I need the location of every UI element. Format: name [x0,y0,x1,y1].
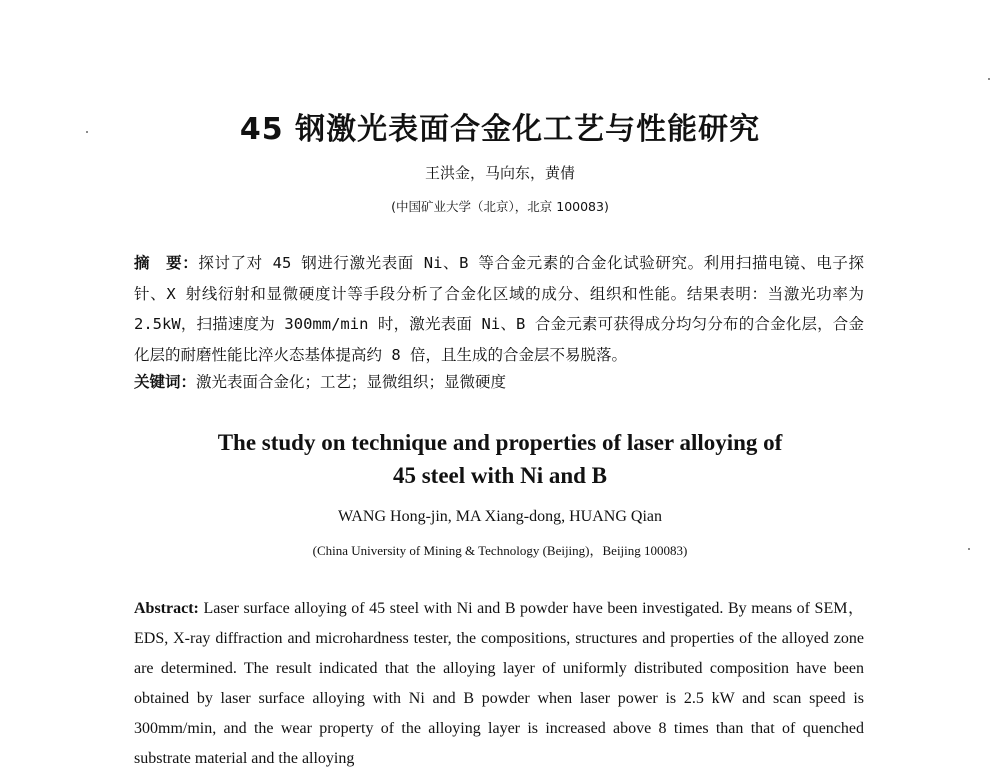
scan-speck [968,548,970,550]
abstract-cn [134,248,864,370]
keywords-label-cn: 关键词： [134,373,197,391]
abstract-en [134,594,864,774]
paper-title-en [0,426,1000,492]
affiliation-en: (China University of Mining & Technology (Beijing)，Beijing 100083) [312,543,688,558]
authors-cn: 王洪金，马向东，黄倩 [424,164,575,182]
affiliation-cn: (中国矿业大学（北京），北京 100083) [391,199,609,214]
paper-title-en-line1: The study on technique and properties of laser alloying of [217,430,783,455]
keywords-cn [134,370,864,394]
abstract-label-en: Abstract: [134,600,199,617]
authors-en: WANG Hong-jin, MA Xiang-dong, HUANG Qian [338,508,662,525]
keywords-text-cn: 激光表面合金化；工艺；显微组织；显微硬度 [196,373,507,391]
scan-speck [86,131,88,133]
paper-title-cn: 45 钢激光表面合金化工艺与性能研究 [239,112,761,147]
abstract-text-en: Laser surface alloying of 45 steel with Ni and B powder have been investigated. By means of SEM， EDS, X-ray diffraction and microhardness tester, the compositions, structures and properties of the alloyed zone are determined. The result indicated that the alloying layer of uniformly distributed composition have been obtained by laser surface alloying with Ni and B powder when laser power is 2.5 kW and scan speed is 300mm/min, and the wear property of the alloying layer is increased above 8 times than that of quenched substrate material and the alloying [134,600,865,767]
scan-speck [988,78,990,80]
paper-title-en-line2: 45 steel with Ni and B [392,463,608,488]
abstract-text-cn: 探讨了对 45 钢进行激光表面 Ni、B 等合金元素的合金化试验研究。利用扫描电镜、电子探针、X 射线衍射和显微硬度计等手段分析了合金化区域的成分、组织和性能。结果表明：当激光功率为 2.5kW，扫描速度为 300mm/min 时，激光表面 Ni、B 合金元素可获得成分均匀分布的合金化层，合金化层的耐磨性能比淬火态基体提高约 8 倍，且生成的合金层不易脱落。 [134,254,864,364]
abstract-label-cn: 摘 要： [134,254,199,272]
